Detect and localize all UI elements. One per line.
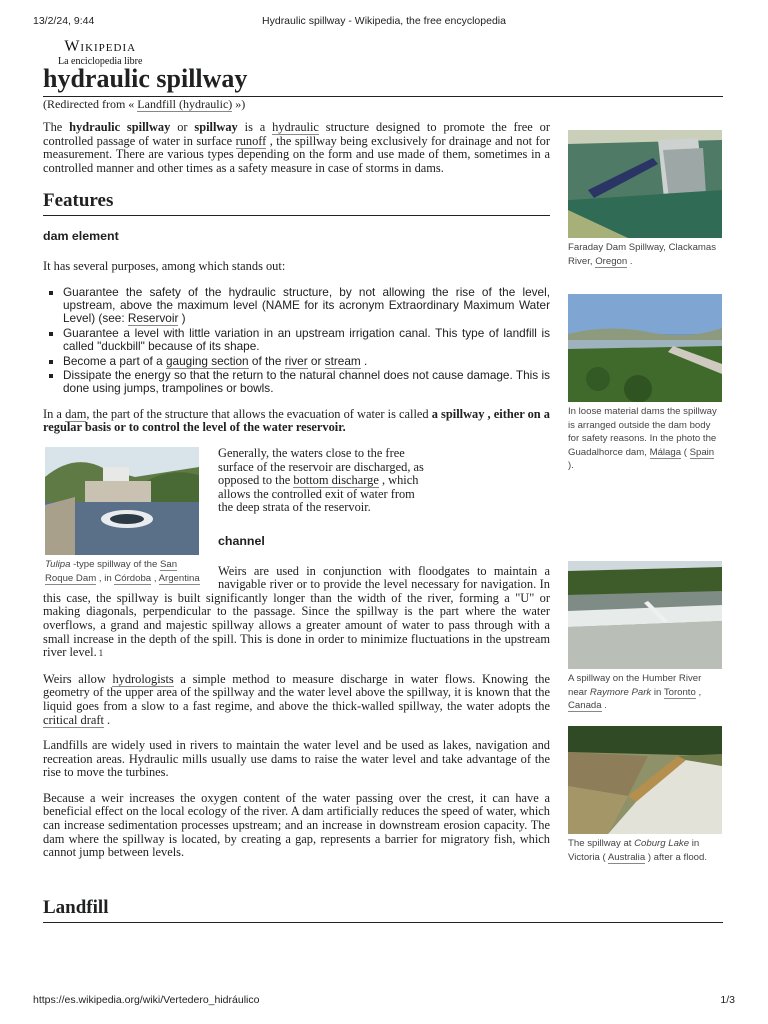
faraday-dam-image[interactable] <box>568 130 722 238</box>
heading-dam-element: dam element <box>43 229 119 244</box>
redirect-link[interactable]: Landfill (hydraulic) <box>137 97 233 111</box>
link-san-roque-dam[interactable]: San Roque Dam <box>45 559 178 584</box>
figure-tulipa <box>45 447 200 585</box>
purposes-list <box>43 286 550 396</box>
oxygen-paragraph: Because a weir increases the oxygen content of the water passing over the crest, it can have a beneficial effect on the local ecology of the river. A dam artificially reduces the speed of water, which can increase sedimentation processes upstream; and an increase in downstream erosion capacity. The dam where the spillway is located, by creating a gap, represents a barrier for migratory fish, which cannot jump between levels. <box>43 790 550 860</box>
heading-channel: channel <box>218 533 265 548</box>
link-malaga[interactable]: Málaga <box>649 446 682 458</box>
caption-faraday: Faraday Dam Spillway, Clackamas River, Oregon . <box>568 242 717 267</box>
logo-tagline: La enciclopedia libre <box>58 56 143 67</box>
link-gauging-section[interactable]: gauging section <box>165 353 249 368</box>
list-item: ▪ Become a part of a gauging section of the river or stream . <box>63 355 550 368</box>
purposes-intro: It has several purposes, among which stands out: <box>43 258 286 273</box>
link-reservoir[interactable]: Reservoir <box>127 311 179 326</box>
generally-paragraph: Generally, the waters close to the free surface of the reservoir are discharged, as opposed to the bottom discharge , which allows the controlled exit of water from the deep strata of the reservoir. <box>218 446 424 515</box>
link-spain[interactable]: Spain <box>689 446 715 458</box>
link-australia[interactable]: Australia <box>607 851 646 863</box>
print-page-number: 1/3 <box>720 994 735 1006</box>
link-critical-draft[interactable]: critical draft <box>43 712 104 727</box>
landfills-paragraph: Landfills are widely used in rivers to maintain the water level and be used as lakes, navigation and recreation areas. Hydraulic mills usually use dams to raise the water level and take advantage of the rise to move the turbines. <box>43 738 550 780</box>
caption-guadalhorce: In loose material dams the spillway is arranged outside the dam body for safety reasons. In the photo the Guadalhorce dam, Málaga ( Spain ). <box>568 406 717 471</box>
intro-paragraph: The hydraulic spillway or spillway is a hydraulic structure designed to promote the free or controlled passage of water in surface runoff , the spillway being exclusively for drainage and not for measurement. There are various types depending on the form and use made of them, sometimes in a controlled manner and other times as a safety measure in case of storms in dams. <box>43 120 550 175</box>
article-body <box>43 121 550 872</box>
print-url: https://es.wikipedia.org/wiki/Vertedero_hidráulico <box>33 994 260 1006</box>
print-page-title: Hydraulic spillway - Wikipedia, the free encyclopedia <box>262 15 506 27</box>
redirect-notice: (Redirected from « Landfill (hydraulic) ») <box>43 97 246 111</box>
link-runoff[interactable]: runoff <box>235 133 267 148</box>
list-item: ▪ Guarantee a level with little variation in an upstream irrigation canal. This type of landfill is called "duckbill" because of its shape. <box>63 327 550 354</box>
page-title: hydraulic spillway <box>43 64 723 97</box>
link-bottom-discharge[interactable]: bottom discharge <box>293 473 379 488</box>
print-header <box>33 15 735 29</box>
print-date: 13/2/24, 9:44 <box>33 15 95 27</box>
heading-landfill: Landfill <box>43 897 723 923</box>
caption-tulipa: Tulipa -type spillway of the San Roque Dam , in Córdoba , Argentina <box>45 559 200 584</box>
weirs-measure-paragraph: Weirs allow hydrologists a simple method to measure discharge in water flows. Knowing the geometry of the upper area of the spillway and the water level above the spillway, it is known that the liquid goes from a slow to a fast regime, and above the thick-walled spillway, the water adopts the critical draft . <box>43 671 550 727</box>
print-footer <box>33 994 735 1008</box>
heading-features: Features <box>43 190 550 216</box>
link-cordoba[interactable]: Córdoba <box>114 572 152 584</box>
weirs-paragraph: Weirs are used in conjunction with floodgates to maintain a navigable river or to provide the level necessary for navigation. In this case, the spillway is built significantly longer than the width of the river, forming a "U" or making diagonals, perpendicular to the passage. Since the spillway is the part where the water overflows, a grand and majestic spillway allows a greater amount of water to pass through with a small increase in the depth of the spill. This is done in order to minimize fluctuations in the upstream river level. 1 <box>43 563 550 660</box>
guadalhorce-dam-image[interactable] <box>568 294 722 402</box>
link-hydrologists[interactable]: hydrologists <box>112 671 174 686</box>
link-dam[interactable]: dam <box>65 406 87 421</box>
link-toronto[interactable]: Toronto <box>663 686 696 698</box>
list-item: ▪ Guarantee the safety of the hydraulic structure, by not allowing the rise of the level, upstream, above the maximum level (NAME for its acronym Extraordinary Maximum Water Level) (see: Reservoir ) <box>63 286 550 326</box>
link-stream[interactable]: stream <box>324 353 361 368</box>
tulipa-spillway-image[interactable] <box>45 447 199 555</box>
link-river[interactable]: river <box>284 353 308 368</box>
caption-humber: A spillway on the Humber River near Raymore Park in Toronto , Canada . <box>568 673 702 711</box>
figure-coburg <box>568 726 722 864</box>
logo-wordmark: Wikipedia <box>64 38 137 55</box>
reference-1[interactable]: 1 <box>98 648 104 659</box>
humber-river-spillway-image[interactable] <box>568 561 722 669</box>
figure-humber <box>568 561 722 713</box>
link-oregon[interactable]: Oregon <box>595 255 628 267</box>
list-item: ▪ Dissipate the energy so that the return to the natural channel does not cause damage. This is done using jumps, trampolines or bowls. <box>63 369 550 396</box>
link-argentina[interactable]: Argentina <box>158 572 200 584</box>
link-hydraulic[interactable]: hydraulic <box>272 120 319 134</box>
coburg-lake-spillway-image[interactable] <box>568 726 722 834</box>
link-canada[interactable]: Canada <box>568 700 602 711</box>
figure-faraday <box>568 130 722 268</box>
caption-coburg: The spillway at Coburg Lake in Victoria ( Australia ) after a flood. <box>568 838 708 863</box>
dam-paragraph: In a dam, the part of the structure that allows the evacuation of water is called a spillway , either on a regular basis or to control the level of the water reservoir. <box>43 406 550 435</box>
figure-guadalhorce <box>568 294 722 473</box>
